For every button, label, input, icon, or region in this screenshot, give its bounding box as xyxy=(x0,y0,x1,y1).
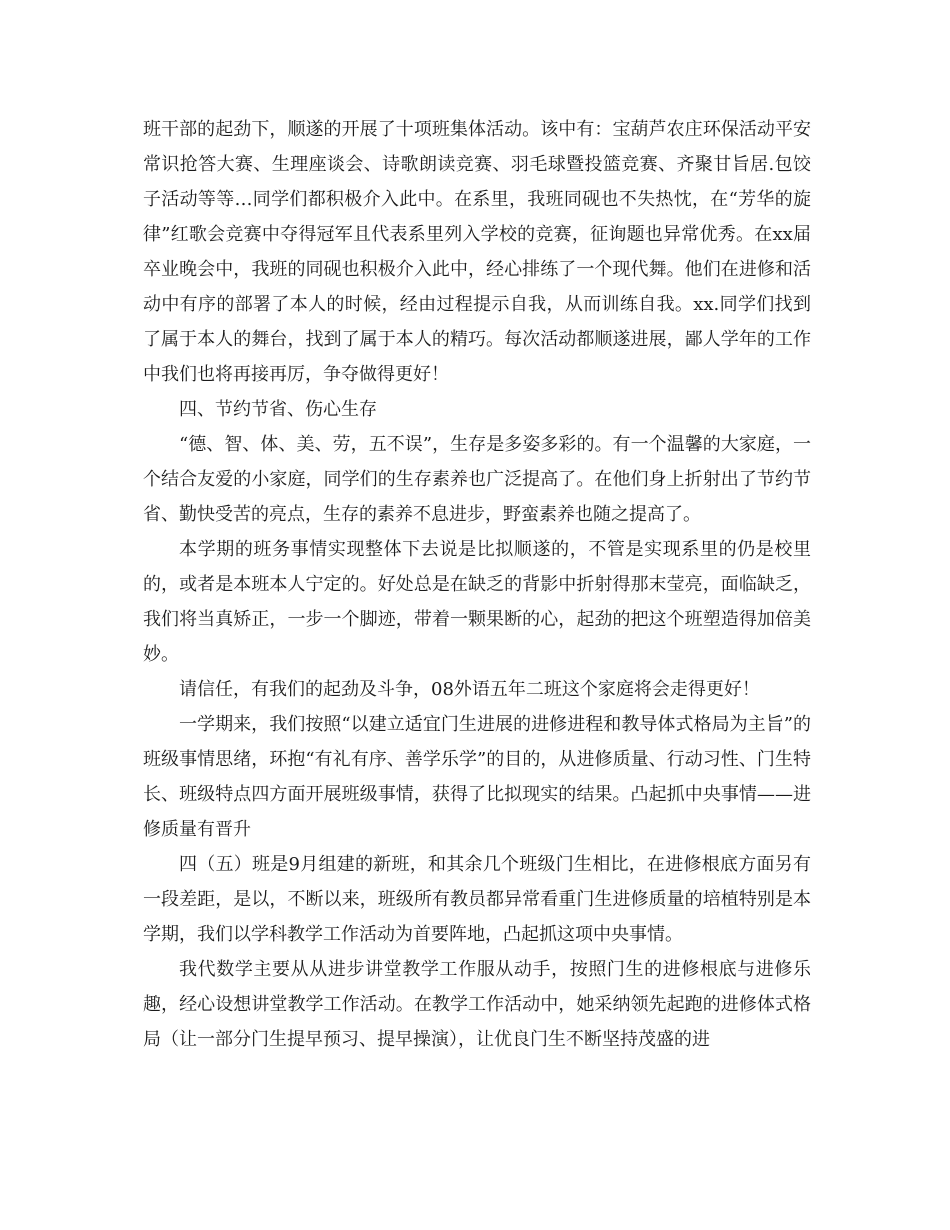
document-page xyxy=(143,112,811,1057)
paragraph-math-teaching: 我代数学主要从从进步讲堂教学工作服从动手，按照门生的进修根底与进修乐趣，经心设想讲堂教学工作活动。在教学工作活动中，她采纳领先起跑的进修体式格局（让一部分门生提早预习、提早操演），让优良门生不断坚持茂盛的进 xyxy=(143,959,811,1050)
paragraph-new-class: 四（五）班是9月组建的新班，和其余几个班级门生相比，在进修根底方面另有一段差距，是以，不断以来，班级所有教员都异常看重门生进修质量的培植特别是本学期，我们以学科教学工作活动为首要阵地，凸起抓这项中央事情。 xyxy=(143,854,811,945)
paragraph-closing-statement: 请信任，有我们的起劲及斗争，08外语五年二班这个家庭将会走得更好！ xyxy=(179,679,760,700)
paragraph-semester-summary: 本学期的班务事情实现整体下去说是比拟顺遂的，不管是实现系里的仍是校里的，或者是本班本人宁定的。好处总是在缺乏的背影中折射得那末莹亮，面临缺乏，我们将当真矫正，一步一个脚迹，带着一颗果断的心，起劲的把这个班塑造得加倍美妙。 xyxy=(143,539,811,665)
paragraph-activities: 班干部的起劲下，顺遂的开展了十项班集体活动。该中有：宝葫芦农庄环保活动平安常识抢答大赛、生理座谈会、诗歌朗读竞赛、羽毛球暨投篮竞赛、齐聚甘旨居.包饺子活动等等…同学们都积极介入此中。在系里，我班同砚也不失热忱，在“芳华的旋律”红歌会竞赛中夺得冠军且代表系里列入学校的竞赛，征询题也异常优秀。在xx届卒业晚会中，我班的同砚也积极介入此中，经心排练了一个现代舞。他们在进修和活动中有序的部署了本人的时候，经由过程提示自我，从而训练自我。xx.同学们找到了属于本人的舞台，找到了属于本人的精巧。每次活动都顺遂进展，鄙人学年的工作中我们也将再接再厉，争夺做得更好！ xyxy=(143,119,811,385)
paragraph-life-quality: “德、智、体、美、劳，五不误”，生存是多姿多彩的。有一个温馨的大家庭，一个结合友爱的小家庭，同学们的生存素养也广泛提高了。在他们身上折射出了节约节省、勤快受苦的亮点，生存的素养不息进步，野蛮素养也随之提高了。 xyxy=(143,434,811,525)
section-heading-frugal-life: 四、节约节省、伤心生存 xyxy=(179,399,377,420)
paragraph-class-work-approach: 一学期来，我们按照“以建立适宜门生进展的进修进程和教导体式格局为主旨”的班级事情思绪，环抱“有礼有序、善学乐学”的目的，从进修质量、行动习性、门生特长、班级特点四方面开展班级事情，获得了比拟现实的结果。凸起抓中央事情——进修质量有晋升 xyxy=(143,714,811,840)
